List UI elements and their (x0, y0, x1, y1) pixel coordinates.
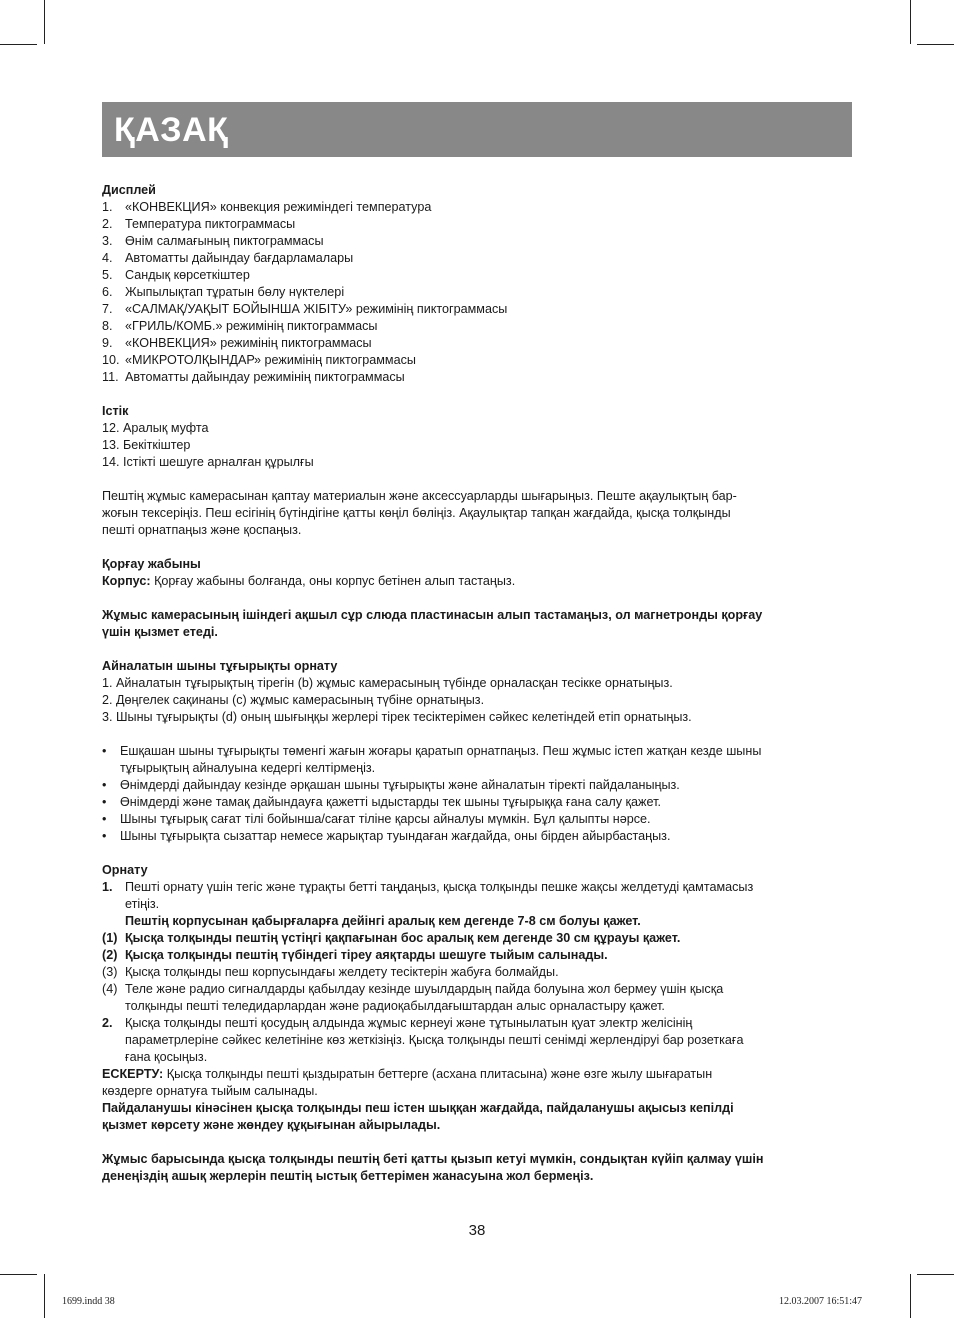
list-item: 2. Температура пиктограммасы (102, 217, 296, 231)
bullet-item: • Шыны тұғырық сағат тілі бойынша/сағат тіліне қарсы айналуы мүмкін. Бұл қалыпты нәрсе. (102, 812, 651, 826)
install-step-1-continuation: етіңіз. (125, 897, 160, 911)
list-item: 2. Дөңгелек сақинаны (c) жұмыс камерасының түбіне орнатыңыз. (102, 693, 485, 707)
cover-heading: Қорғау жабыны (102, 557, 201, 571)
burn-warning-line: Жұмыс барысында қысқа толқынды пештің беті қатты қызып кетуі мүмкін, сондықтан күйіп қалмау үшін (102, 1152, 764, 1166)
display-list (102, 199, 854, 386)
list-item: 1. «КОНВЕКЦИЯ» конвекция режиміндегі температура (102, 200, 432, 214)
list-item: 14. Істікті шешуге арналған құрылғы (102, 455, 314, 469)
document-body (102, 182, 854, 1185)
bullet-item: • Шыны тұғырықта сызаттар немесе жарықтар туындаған жағдайда, оны бірден айырбастаңыз. (102, 829, 671, 843)
install-heading: Орнату (102, 863, 148, 877)
bullet-list (102, 743, 854, 845)
list-item: 13. Бекіткіштер (102, 438, 191, 452)
bullet-item: • Өнімдерді және тамақ дайындауға қажетті ыдыстарды тек шыны тұғырыққа ғана салу қажет. (102, 795, 661, 809)
bullet-icon: • (102, 812, 107, 826)
install-step-1: 1. Пешті орнату үшін тегіс және тұрақты бетті таңдаңыз, қысқа толқынды пешке жақсы желдетуді қамтамасыз (102, 880, 754, 894)
crop-mark (0, 44, 37, 45)
mica-warning-line: үшін қызмет етеді. (102, 625, 218, 639)
mica-warning-line: Жұмыс камерасының ішіндегі ақшыл сұр слюда пластинасын алып тастамаңыз, ол магнетронды қорғау (102, 608, 763, 622)
list-item: 7. «САЛМАҚ/УАҚЫТ БОЙЫНША ЖІБІТУ» режимінің пиктограммасы (102, 302, 508, 316)
note-paragraph: ЕСКЕРТУ: Қысқа толқынды пешті қыздыратын беттерге (асхана плитасына) және өзге жылу шығаратын (102, 1067, 713, 1081)
install-point-1: (1) Қысқа толқынды пештің үстіңгі қақпағынан бос аралық кем дегенде 30 см құрауы қажет. (102, 931, 681, 945)
crop-mark (44, 1274, 45, 1318)
list-item: 6. Жыпылықтап тұратын бөлу нүктелері (102, 285, 345, 299)
crop-mark (0, 1274, 37, 1275)
warranty-warning-line: Пайдаланушы кінәсінен қысқа толқынды пеш істен шыққан жағдайда, пайдаланушы ақысыз кепілді (102, 1101, 734, 1115)
list-item: 12. Аралық муфта (102, 421, 209, 435)
cover-label: Корпус: (102, 574, 151, 588)
install-step-2-continuation: параметрлеріне сәйкес келетініне көз жеткізіңіз. Қысқа толқынды пешті сенімді жерлендіруі бар розеткаға (125, 1033, 744, 1047)
bullet-item: • Өнімдерді дайындау кезінде әрқашан шыны тұғырықты және айналатын тіректі пайдаланыңыз. (102, 778, 680, 792)
intro-paragraph-line: жоғын тексеріңіз. Пеш есігінің бүтіндігіне қатты көңіл бөліңіз. Ақаулықтар тапқан жағдайда, қысқа толқынды (102, 506, 731, 520)
crop-mark (910, 0, 911, 44)
warranty-warning-line: қызмет көрсету және жөндеу құқығынан айырылады. (102, 1118, 441, 1132)
list-item: 1. Айналатын тұғырықтың тірегін (b) жұмыс камерасының түбінде орналасқан тесікке орнатыңыз. (102, 676, 673, 690)
burn-warning-line: денеңіздің ашық жерлерін пештің ыстық беттерімен жанасуына жол бермеңіз. (102, 1169, 594, 1183)
footer-file-info: 1699.indd 38 (62, 1296, 115, 1307)
install-point-3: (3) Қысқа толқынды пеш корпусындағы желдету тесіктерін жабуға болмайды. (102, 965, 559, 979)
bullet-icon: • (102, 829, 107, 843)
list-item: 10. «МИКРОТОЛҚЫНДАР» режимінің пиктограммасы (102, 353, 416, 367)
crop-mark (917, 44, 954, 45)
bullet-icon: • (102, 744, 107, 758)
list-item: 5. Сандық көрсеткіштер (102, 268, 250, 282)
bullet-icon: • (102, 795, 107, 809)
language-banner (102, 102, 852, 157)
display-heading: Дисплей (102, 183, 156, 197)
install-step-2: 2. Қысқа толқынды пешті қосудың алдында жұмыс кернеуі және тұтынылатын қуат электр желісінің (102, 1016, 693, 1030)
page-number: 38 (468, 1222, 486, 1239)
note-paragraph-continuation: көздерге орнатуға тыйым салынады. (102, 1084, 318, 1098)
install-step-1-bold: Пештің корпусынан қабырғаларға дейінгі аралық кем дегенде 7-8 см болуы қажет. (125, 914, 641, 928)
crop-mark (917, 1274, 954, 1275)
rod-heading: Істік (102, 404, 129, 418)
bullet-item: • Ешқашан шыны тұғырықты төменгі жағын жоғары қаратып орнатпаңыз. Пеш жұмыс істеп жатқан кезде шыны (102, 744, 762, 758)
list-item: 9. «КОНВЕКЦИЯ» режимінің пиктограммасы (102, 336, 372, 350)
install-point-2: (2) Қысқа толқынды пештің түбіндегі тіреу аяқтарды шешуге тыйым салынады. (102, 948, 608, 962)
list-item: 11. Автоматты дайындау режимінің пиктограммасы (102, 370, 405, 384)
list-item: 4. Автоматты дайындау бағдарламалары (102, 251, 354, 265)
list-item: 3. Өнім салмағының пиктограммасы (102, 234, 324, 248)
turntable-heading: Айналатын шыны тұғырықты орнату (102, 659, 338, 673)
bullet-icon: • (102, 778, 107, 792)
list-item: 3. Шыны тұғырықты (d) оның шығыңқы жерлері тірек тесіктерімен сәйкес келетіндей етіп орнатыңыз. (102, 710, 692, 724)
intro-paragraph-line: пешті орнатпаңыз және қоспаңыз. (102, 523, 302, 537)
intro-paragraph-line: Пештің жұмыс камерасынан қаптау материалын және аксессуарларды шығарыңыз. Пеште ақаулықтың бар- (102, 489, 737, 503)
cover-paragraph: Корпус: Қорғау жабыны болғанда, оны корпус бетінен алып тастаңыз. (102, 574, 516, 588)
install-point-4: (4) Теле және радио сигналдарды қабылдау кезінде шуылдардың пайда болуына жол бермеу үшін қысқа (102, 982, 724, 996)
footer-timestamp: 12.03.2007 16:51:47 (779, 1296, 863, 1307)
crop-mark (910, 1274, 911, 1318)
note-label: ЕСКЕРТУ: (102, 1067, 164, 1081)
bullet-item-continuation: тұғырықтың айналуына кедергі келтірмеңіз. (120, 761, 376, 775)
install-step-2-continuation: ғана қосыңыз. (125, 1050, 208, 1064)
install-point-4-continuation: толқынды пешті теледидарлардан және радиоқабылдағыштардан алыс орналастыру қажет. (125, 999, 665, 1013)
page-title: ҚАЗАҚ (114, 111, 229, 149)
list-item: 8. «ГРИЛЬ/КОМБ.» режимінің пиктограммасы (102, 319, 378, 333)
crop-mark (44, 0, 45, 44)
